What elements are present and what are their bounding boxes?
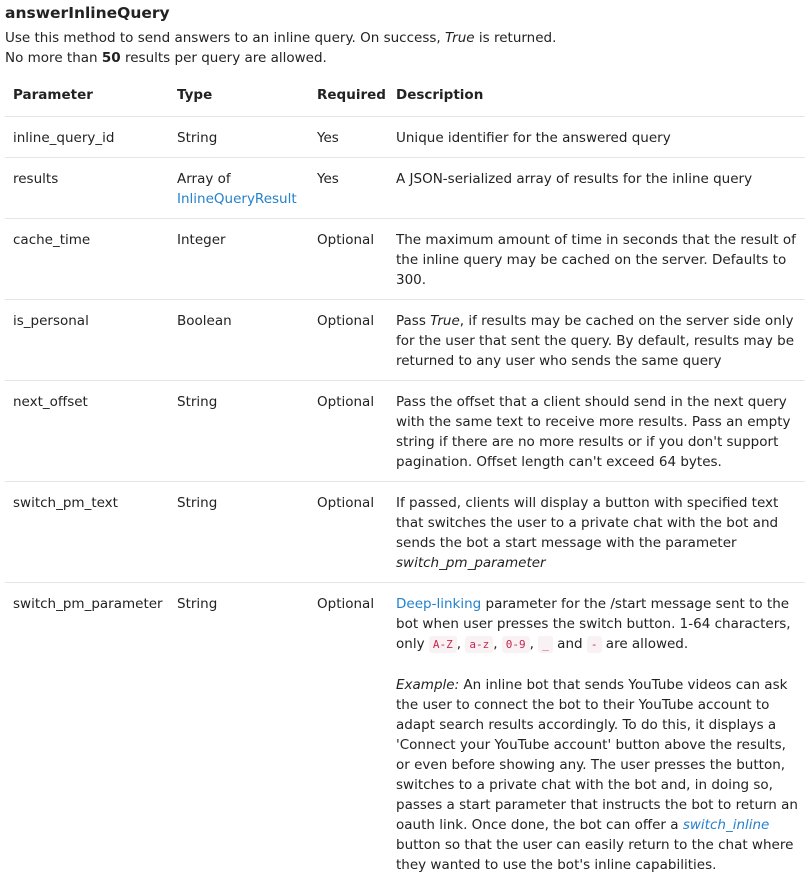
switch-inline-link-text: switch_inline: [683, 817, 770, 833]
param-name: results: [5, 158, 169, 219]
param-type: Boolean: [169, 300, 309, 381]
method-title: answerInlineQuery: [5, 0, 805, 23]
table-row: [5, 300, 805, 381]
param-name: switch_pm_text: [5, 482, 169, 583]
paragraph-gap: [396, 655, 801, 675]
type-text: Array of: [177, 171, 231, 187]
param-required: Yes: [309, 117, 388, 158]
code-0-9: 0-9: [502, 636, 530, 653]
param-name: switch_pm_parameter: [5, 583, 169, 884]
table-row: [5, 219, 805, 300]
header-parameter: Parameter: [5, 85, 169, 117]
limit-number: 50: [102, 50, 121, 66]
param-type: String: [169, 117, 309, 158]
intro-true: True: [445, 30, 475, 46]
example-text: An inline bot that sends YouTube videos can ask the user to connect the bot to their YouTube account to adapt search results accordingly. To do this, it displays a 'Connect your YouTube account' button above the results, or even before showing any. The user presses the button, switches to a private chat with the bot and, in doing so, passes a start parameter that instructs the bot to return an oauth link. Once done, the bot can offer a: [396, 677, 798, 833]
param-name: next_offset: [5, 381, 169, 482]
table-row: [5, 482, 805, 583]
parameters-table: [5, 85, 805, 884]
param-required: Optional: [309, 219, 388, 300]
separator: ,: [457, 636, 466, 652]
param-description: Pass the offset that a client should send in the next query with the same text to receive more results. Pass an empty string if there are no more results or if you don't support pagination. Offset length can't exceed 64 bytes.: [388, 381, 805, 482]
header-description: Description: [388, 85, 805, 117]
param-description: [388, 300, 805, 381]
header-type: Type: [169, 85, 309, 117]
param-type: Integer: [169, 219, 309, 300]
param-description: [388, 482, 805, 583]
desc-text-end: , if results may be cached on the server side only for the user that sent the query. By default, results may be returned to any user who sends the same query: [396, 313, 794, 369]
param-name: inline_query_id: [5, 117, 169, 158]
code-underscore: _: [538, 636, 553, 653]
desc-text: If passed, clients will display a button with specified text that switches the user to a private chat with the bot and sends the bot a start message with the parameter: [396, 495, 778, 551]
limit-text-end: results per query are allowed.: [121, 50, 327, 66]
param-name: cache_time: [5, 219, 169, 300]
desc-parameter-name: switch_pm_parameter: [396, 555, 546, 571]
param-required: Yes: [309, 158, 388, 219]
table-header: [5, 85, 805, 117]
param-required: Optional: [309, 381, 388, 482]
example-label: Example:: [396, 677, 459, 693]
param-type: String: [169, 482, 309, 583]
param-description: Unique identifier for the answered query: [388, 117, 805, 158]
param-name: is_personal: [5, 300, 169, 381]
separator: ,: [493, 636, 502, 652]
param-required: Optional: [309, 300, 388, 381]
header-required: Required: [309, 85, 388, 117]
desc-true: True: [430, 313, 460, 329]
table-row: [5, 583, 805, 884]
param-description: The maximum amount of time in seconds that the result of the inline query may be cached on the server. Defaults to 300.: [388, 219, 805, 300]
code-a-z-upper: A-Z: [429, 636, 457, 653]
intro-text-end: is returned.: [475, 30, 557, 46]
table-row: [5, 158, 805, 219]
param-type: [169, 158, 309, 219]
example-text-end: button so that the user can easily return to the chat where they wanted to use the bot's inline capabilities.: [396, 837, 793, 873]
table-row: [5, 381, 805, 482]
deep-linking-link[interactable]: Deep-linking: [396, 596, 481, 612]
limit-text: No more than: [5, 50, 102, 66]
switch-inline-link[interactable]: [683, 817, 770, 833]
table-row: [5, 117, 805, 158]
param-required: Optional: [309, 482, 388, 583]
param-type: String: [169, 381, 309, 482]
param-description: [388, 583, 805, 884]
code-dash: -: [587, 636, 602, 653]
desc-text: Pass: [396, 313, 430, 329]
param-description: A JSON-serialized array of results for the inline query: [388, 158, 805, 219]
separator: and: [553, 636, 587, 652]
code-a-z-lower: a-z: [465, 636, 493, 653]
method-intro: [5, 28, 805, 68]
separator: ,: [530, 636, 539, 652]
intro-text: Use this method to send answers to an inline query. On success,: [5, 30, 445, 46]
param-required: Optional: [309, 583, 388, 884]
param-type: String: [169, 583, 309, 884]
desc-text-end: are allowed.: [602, 636, 689, 652]
inline-query-result-link[interactable]: InlineQueryResult: [177, 191, 297, 207]
desc-text: parameter for the /start message sent to the bot when user presses the switch button. 1-64 characters, only: [396, 596, 791, 652]
